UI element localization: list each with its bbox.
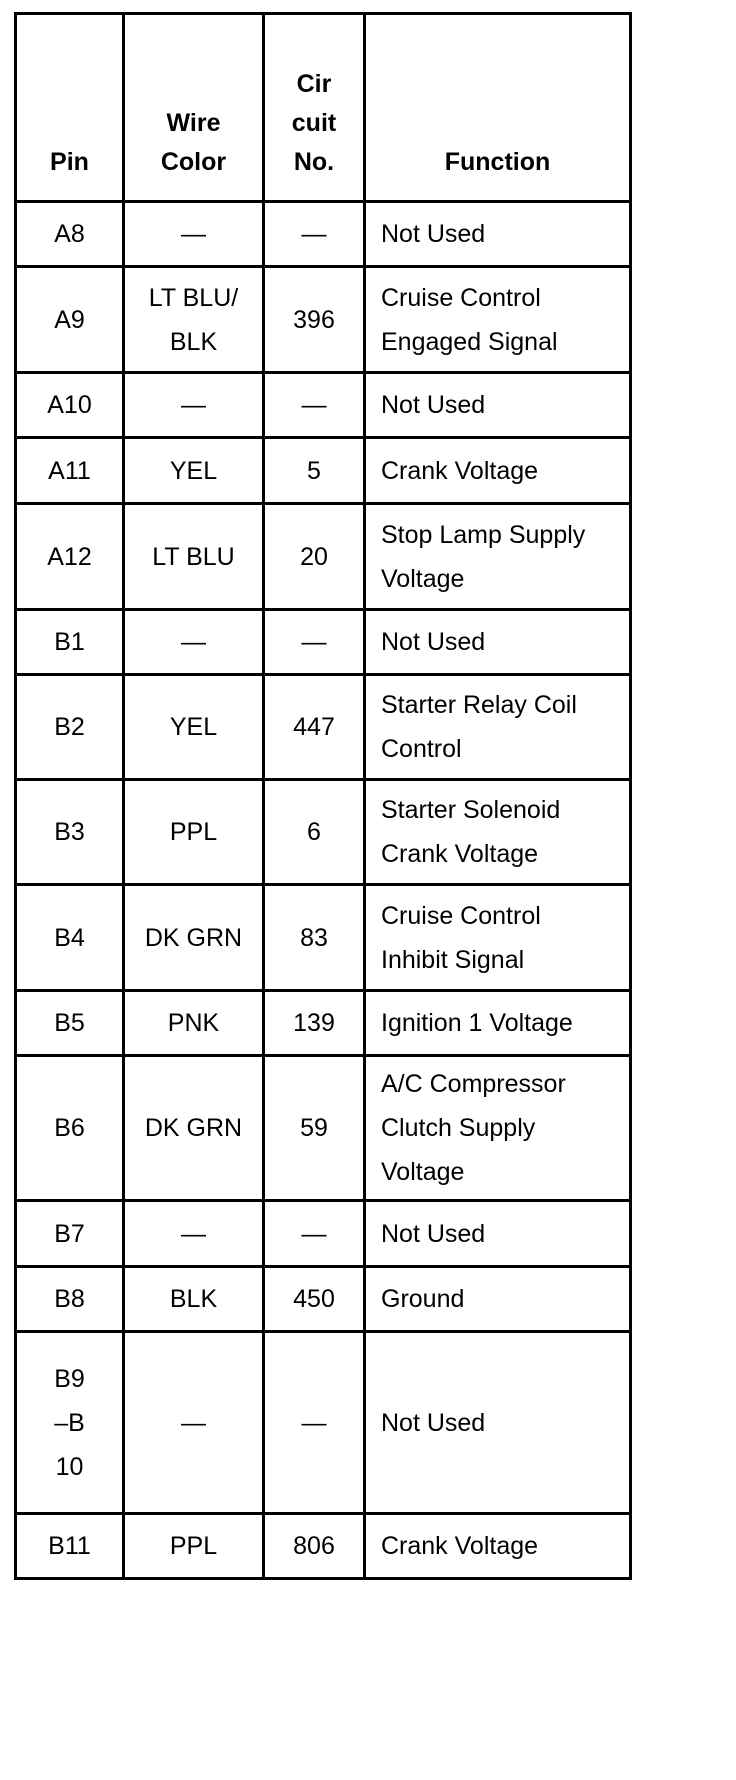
function-cell-line: Crank Voltage: [381, 840, 539, 868]
function-cell-line: Stop Lamp Supply: [381, 520, 586, 549]
function-cell-line: Not Used: [381, 220, 486, 248]
function-cell-line: Clutch Supply: [381, 1114, 536, 1142]
circuit-number-cell: 450: [264, 1267, 365, 1332]
circuit-number-cell: 806: [264, 1514, 365, 1579]
wire-color-cell: [124, 1056, 264, 1201]
pin-cell-line: B3: [54, 818, 85, 846]
header-row: [16, 14, 631, 202]
wire-color-cell: [124, 885, 264, 991]
circuit-number-cell: —: [264, 1201, 365, 1267]
wire-color-cell: [124, 373, 264, 438]
function-cell: [365, 1201, 631, 1267]
wire-color-cell: [124, 438, 264, 504]
function-cell-line: Ignition 1 Voltage: [381, 1009, 573, 1037]
pin-cell-line: A12: [47, 542, 92, 571]
table-row: [16, 1201, 631, 1267]
wire-color-cell-line: —: [181, 391, 206, 419]
header-circuit-no: [264, 14, 365, 202]
function-cell-line: Control: [381, 735, 462, 763]
wire-color-cell: [124, 1514, 264, 1579]
table-row: [16, 991, 631, 1056]
wire-color-cell: [124, 504, 264, 610]
wire-color-cell: [124, 202, 264, 267]
pin-cell-line: B8: [54, 1285, 85, 1313]
header-circuit-line: Cir: [296, 70, 332, 98]
function-cell-line: Not Used: [381, 391, 486, 419]
wire-color-cell: [124, 1332, 264, 1514]
header-function: Function: [365, 14, 631, 202]
wire-color-cell: [124, 267, 264, 373]
circuit-number-cell: 447: [264, 675, 365, 780]
pin-cell-line: B11: [48, 1532, 91, 1560]
wire-color-cell-line: —: [181, 220, 206, 248]
table-row: [16, 675, 631, 780]
header-wire-color: [124, 14, 264, 202]
pin-cell-line: A8: [54, 220, 85, 248]
pin-cell-line: A10: [47, 391, 92, 419]
pin-cell-line: B1: [54, 628, 85, 656]
function-cell: [365, 267, 631, 373]
table-row: [16, 1332, 631, 1514]
function-cell-line: Starter Relay Coil: [381, 691, 577, 719]
wire-color-cell-line: PPL: [169, 1532, 218, 1560]
table-row: [16, 1514, 631, 1579]
table-row: [16, 504, 631, 610]
table-body: [16, 202, 631, 1579]
pin-cell-line: A9: [54, 305, 85, 334]
function-cell: [365, 610, 631, 675]
pin-cell: [16, 885, 124, 991]
function-cell-line: Not Used: [381, 1219, 486, 1248]
circuit-number-cell: —: [264, 373, 365, 438]
circuit-number-cell: —: [264, 1332, 365, 1514]
function-cell: [365, 1056, 631, 1201]
pin-cell-line: B2: [54, 713, 85, 741]
wire-color-cell: [124, 1201, 264, 1267]
wire-color-cell-line: —: [181, 628, 206, 656]
pin-cell-line: B9: [54, 1364, 85, 1393]
connector-pinout-table: [14, 12, 632, 1580]
wire-color-cell-line: BLK: [169, 1285, 218, 1313]
wire-color-cell-line: LT BLU/: [148, 283, 239, 312]
pin-cell: [16, 267, 124, 373]
function-cell-line: Voltage: [381, 1158, 465, 1186]
table-row: [16, 202, 631, 267]
circuit-number-cell: 396: [264, 267, 365, 373]
function-cell: [365, 373, 631, 438]
table-row: [16, 373, 631, 438]
pin-cell: [16, 1201, 124, 1267]
function-cell-line: Not Used: [381, 1408, 486, 1437]
pin-cell: [16, 780, 124, 885]
function-cell-line: Cruise Control: [381, 901, 541, 930]
table-row: [16, 438, 631, 504]
pin-cell-line: B4: [54, 923, 85, 952]
header-wire-color-line: Color: [160, 148, 227, 176]
pin-cell: [16, 991, 124, 1056]
pin-cell-line: –B: [54, 1408, 85, 1437]
function-cell: [365, 504, 631, 610]
pin-cell: [16, 504, 124, 610]
table-row: [16, 780, 631, 885]
wire-color-cell-line: YEL: [169, 713, 218, 741]
function-cell: [365, 675, 631, 780]
function-cell-line: Cruise Control: [381, 283, 541, 312]
function-cell-line: Starter Solenoid: [381, 796, 561, 824]
wire-color-cell-line: DK GRN: [144, 923, 243, 952]
function-cell-line: Inhibit Signal: [381, 945, 525, 974]
pin-cell: [16, 675, 124, 780]
function-cell-line: Crank Voltage: [381, 1532, 539, 1560]
pin-cell: [16, 373, 124, 438]
header-circuit-line: No.: [293, 148, 335, 176]
wire-color-cell-line: —: [181, 1408, 206, 1437]
wire-color-cell-line: —: [181, 1219, 206, 1248]
header-pin: Pin: [16, 14, 124, 202]
circuit-number-cell: 6: [264, 780, 365, 885]
function-cell: [365, 885, 631, 991]
pin-cell: [16, 610, 124, 675]
function-cell: [365, 1332, 631, 1514]
wire-color-cell-line: LT BLU: [152, 542, 235, 571]
function-cell: [365, 438, 631, 504]
wire-color-cell: [124, 675, 264, 780]
pin-cell: [16, 1332, 124, 1514]
circuit-number-cell: —: [264, 202, 365, 267]
wire-color-cell: [124, 1267, 264, 1332]
table-row: [16, 1056, 631, 1201]
circuit-number-cell: 20: [264, 504, 365, 610]
wire-color-cell: [124, 780, 264, 885]
header-circuit-line: cuit: [291, 109, 337, 137]
wire-color-cell-line: PPL: [169, 818, 218, 846]
pin-cell-line: B7: [54, 1219, 85, 1248]
function-cell-line: Ground: [381, 1285, 465, 1313]
function-cell-line: Not Used: [381, 628, 486, 656]
circuit-number-cell: 59: [264, 1056, 365, 1201]
wire-color-cell-line: DK GRN: [144, 1114, 243, 1142]
circuit-number-cell: —: [264, 610, 365, 675]
function-cell-line: A/C Compressor: [381, 1070, 566, 1098]
function-cell: [365, 1267, 631, 1332]
function-cell: [365, 202, 631, 267]
function-cell: [365, 991, 631, 1056]
table-row: [16, 885, 631, 991]
function-cell-line: Engaged Signal: [381, 327, 558, 356]
header-wire-color-line: Wire: [166, 109, 221, 137]
circuit-number-cell: 139: [264, 991, 365, 1056]
function-cell: [365, 1514, 631, 1579]
pin-cell-line: 10: [55, 1452, 84, 1481]
pin-cell-line: B6: [54, 1114, 85, 1142]
pin-cell-line: A11: [48, 456, 91, 485]
function-cell-line: Voltage: [381, 564, 465, 593]
pin-cell: [16, 1514, 124, 1579]
table-row: [16, 610, 631, 675]
circuit-number-cell: 5: [264, 438, 365, 504]
function-cell: [365, 780, 631, 885]
wire-color-cell: [124, 991, 264, 1056]
wire-color-cell-line: BLK: [169, 327, 218, 356]
connector-pinout-table-container: [14, 12, 632, 1580]
pin-cell: [16, 1267, 124, 1332]
pin-cell: [16, 438, 124, 504]
wire-color-cell-line: PNK: [167, 1009, 220, 1037]
function-cell-line: Crank Voltage: [381, 456, 539, 485]
table-row: [16, 1267, 631, 1332]
wire-color-cell: [124, 610, 264, 675]
circuit-number-cell: 83: [264, 885, 365, 991]
pin-cell: [16, 202, 124, 267]
pin-cell-line: B5: [54, 1009, 85, 1037]
wire-color-cell-line: YEL: [169, 456, 218, 485]
pin-cell: [16, 1056, 124, 1201]
table-row: [16, 267, 631, 373]
